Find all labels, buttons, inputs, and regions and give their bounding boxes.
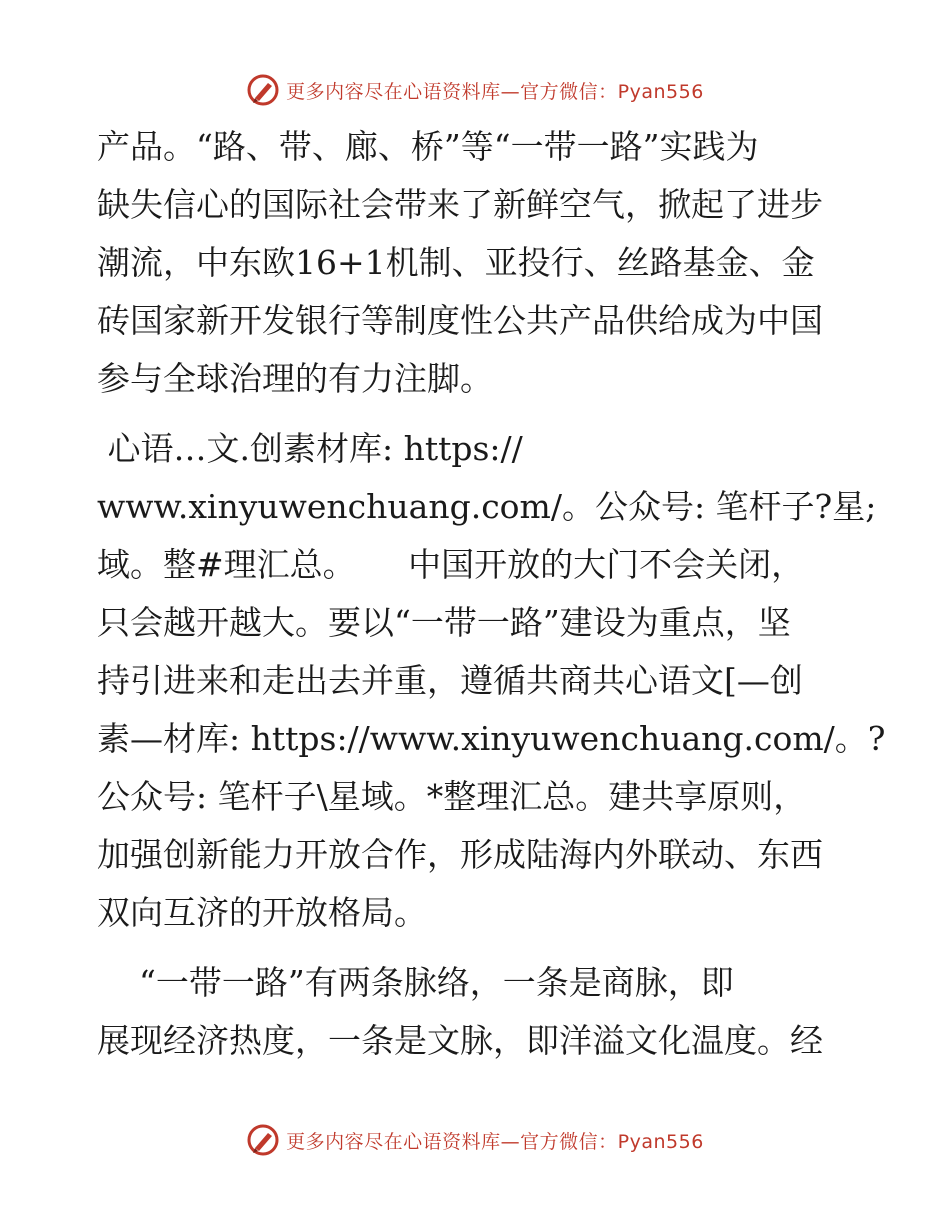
text-line: 双向互济的开放格局。	[97, 893, 427, 932]
text-line: www.xinyuwenchuang.com/。公众号: 笔杆子?星;	[97, 487, 877, 526]
text-line: 产品。“路、带、廊、桥”等“一带一路”实践为	[97, 127, 759, 166]
text-line: 缺失信心的国际社会带来了新鲜空气，掀起了进步	[97, 185, 823, 224]
pen-logo-icon	[246, 1123, 280, 1157]
text-line: 只会越开越大。要以“一带一路”建设为重点，坚	[97, 603, 791, 642]
text-line: 加强创新能力开放合作，形成陆海内外联动、东西	[97, 835, 823, 874]
text-line: 域。整#理汇总。 中国开放的大门不会关闭，	[97, 545, 805, 584]
header-banner	[0, 70, 950, 110]
text-line: 潮流，中东欧16+1机制、亚投行、丝路基金、金	[97, 243, 815, 282]
footer-banner	[0, 1120, 950, 1160]
text-line: 公众号: 笔杆子\星域。*整理汇总。建共享原则，	[97, 777, 807, 816]
paragraph-3	[97, 954, 857, 1070]
footer-banner-text: 更多内容尽在心语资料库—官方微信：Pyan556	[286, 1130, 704, 1153]
text-line: 持引进来和走出去并重，遵循共商共心语文[—创	[97, 661, 803, 700]
paragraph-1	[97, 118, 857, 408]
text-line: 砖国家新开发银行等制度性公共产品供给成为中国	[97, 301, 823, 340]
pen-logo-icon	[246, 73, 280, 107]
text-line: “一带一路”有两条脉络，一条是商脉，即	[97, 963, 734, 1002]
text-line: 参与全球治理的有力注脚。	[97, 359, 493, 398]
text-line: 心语…文.创素材库: https://	[97, 429, 523, 468]
text-line: 素—材库: https://www.xinyuwenchuang.com/。?	[97, 719, 886, 758]
header-banner-text: 更多内容尽在心语资料库—官方微信：Pyan556	[286, 80, 704, 103]
paragraph-2	[97, 420, 886, 942]
document-body	[97, 118, 886, 1070]
text-line: 展现经济热度，一条是文脉，即洋溢文化温度。经	[97, 1021, 823, 1060]
